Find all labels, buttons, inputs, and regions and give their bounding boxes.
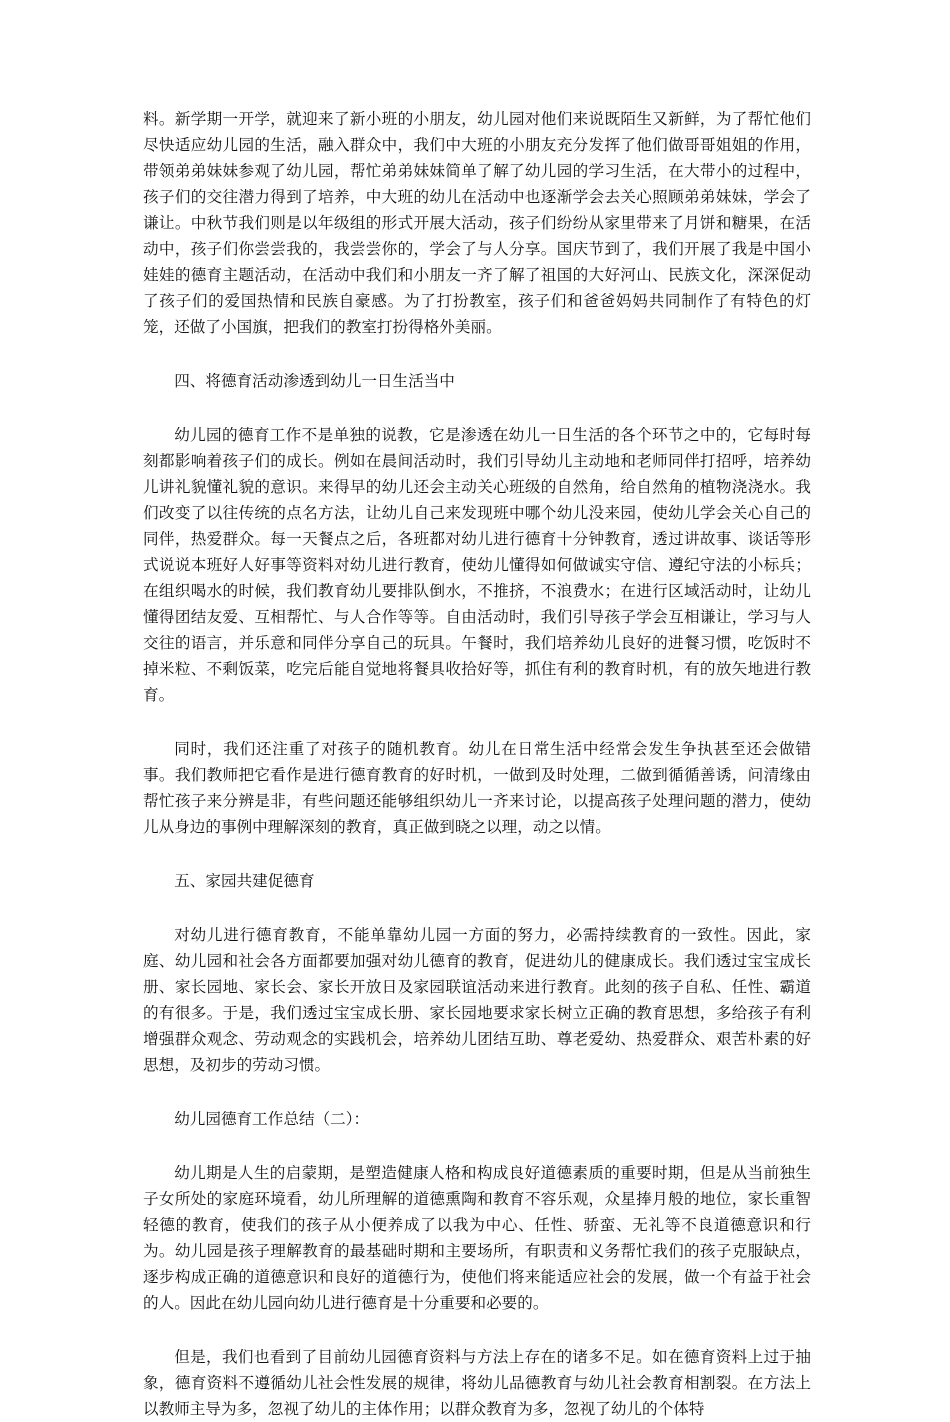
section-heading-4: 四、将德育活动渗透到幼儿一日生活当中 (174, 372, 455, 390)
paragraph-random-education: 同时，我们还注重了对孩子的随机教育。幼儿在日常生活中经常会发生争执甚至还会做错事。我们教师把它看作是进行德育教育的好时机，一做到及时处理，二做到循循善诱，问清缘由帮忙孩子来分辨是非，有些问题还能够组织幼儿一齐来讨论，以提高孩子处理问题的潜力，使幼儿从身边的事例中理解深刻的教育，真正做到晓之以理，动之以情。 (143, 740, 811, 836)
paragraph-daily-life: 幼儿园的德育工作不是单独的说教，它是渗透在幼儿一日生活的各个环节之中的，它每时每刻都影响着孩子们的成长。例如在晨间活动时，我们引导幼儿主动地和老师同伴打招呼，培养幼儿讲礼貌懂礼貌的意识。来得早的幼儿还会主动关心班级的自然角，给自然角的植物浇浇水。我们改变了以往传统的点名方法，让幼儿自己来发现班中哪个幼儿没来园，使幼儿学会关心自己的同伴，热爱群众。每一天餐点之后，各班都对幼儿进行德育十分钟教育，透过讲故事、谈话等形式说说本班好人好事等资料对幼儿进行教育，使幼儿懂得如何做诚实守信、遵纪守法的小标兵；在组织喝水的时候，我们教育幼儿要排队倒水，不推挤，不浪费水；在进行区域活动时，让幼儿懂得团结友爱、互相帮忙、与人合作等等。自由活动时，我们引导孩子学会互相谦让，学习与人交往的语言，并乐意和同伴分享自己的玩具。午餐时，我们培养幼儿良好的进餐习惯，吃饭时不掉米粒、不剩饭菜，吃完后能自觉地将餐具收拾好等，抓住有利的教育时机，有的放矢地进行教育。 (143, 426, 811, 704)
paragraph-continued: 料。新学期一开学，就迎来了新小班的小朋友，幼儿园对他们来说既陌生又新鲜，为了帮忙他们尽快适应幼儿园的生活，融入群众中，我们中大班的小朋友充分发挥了他们做哥哥姐姐的作用，带领弟弟妹妹参观了幼儿园，帮忙弟弟妹妹简单了解了幼儿园的学习生活，在大带小的过程中，孩子们的交往潜力得到了培养，中大班的幼儿在活动中也逐渐学会去关心照顾弟弟妹妹，学会了谦让。中秋节我们则是以年级组的形式开展大活动，孩子们纷纷从家里带来了月饼和糖果，在活动中，孩子们你尝尝我的，我尝尝你的，学会了与人分享。国庆节到了，我们开展了我是中国小娃娃的德育主题活动，在活动中我们和小朋友一齐了解了祖国的大好河山、民族文化，深深促动了孩子们的爱国热情和民族自豪感。为了打扮教室，孩子们和爸爸妈妈共同制作了有特色的灯笼，还做了小国旗，把我们的教室打扮得格外美丽。 (143, 110, 811, 336)
paragraph-enlightenment: 幼儿期是人生的启蒙期，是塑造健康人格和构成良好道德素质的重要时期，但是从当前独生子女所处的家庭环境看，幼儿所理解的道德熏陶和教育不容乐观，众星捧月般的地位，家长重智轻德的教育，使我们的孩子从小便养成了以我为中心、任性、骄蛮、无礼等不良道德意识和行为。幼儿园是孩子理解教育的最基础时期和主要场所，有职责和义务帮忙我们的孩子克服缺点，逐步构成正确的道德意识和良好的道德行为，使他们将来能适应社会的发展，做一个有益于社会的人。因此在幼儿园向幼儿进行德育是十分重要和必要的。 (143, 1164, 811, 1312)
paragraph-home-school: 对幼儿进行德育教育，不能单靠幼儿园一方面的努力，必需持续教育的一致性。因此，家庭、幼儿园和社会各方面都要加强对幼儿德育的教育，促进幼儿的健康成长。我们透过宝宝成长册、家长园地、家长会、家长开放日及家园联谊活动来进行教育。此刻的孩子自私、任性、霸道的有很多。于是，我们透过宝宝成长册、家长园地要求家长树立正确的教育思想，多给孩子有利增强群众观念、劳动观念的实践机会，培养幼儿团结互助、尊老爱幼、热爱群众、艰苦朴素的好思想，及初步的劳动习惯。 (143, 926, 811, 1074)
paragraph-shortcomings: 但是，我们也看到了目前幼儿园德育资料与方法上存在的诸多不足。如在德育资料上过于抽象，德育资料不遵循幼儿社会性发展的规律，将幼儿品德教育与幼儿社会教育相割裂。在方法上以教师主导为多，忽视了幼儿的主体作用；以群众教育为多，忽视了幼儿的个体特 (143, 1348, 811, 1418)
section-heading-summary-2: 幼儿园德育工作总结（二）： (174, 1110, 370, 1128)
document-body (143, 106, 811, 1422)
section-heading-5: 五、家园共建促德育 (174, 872, 315, 890)
